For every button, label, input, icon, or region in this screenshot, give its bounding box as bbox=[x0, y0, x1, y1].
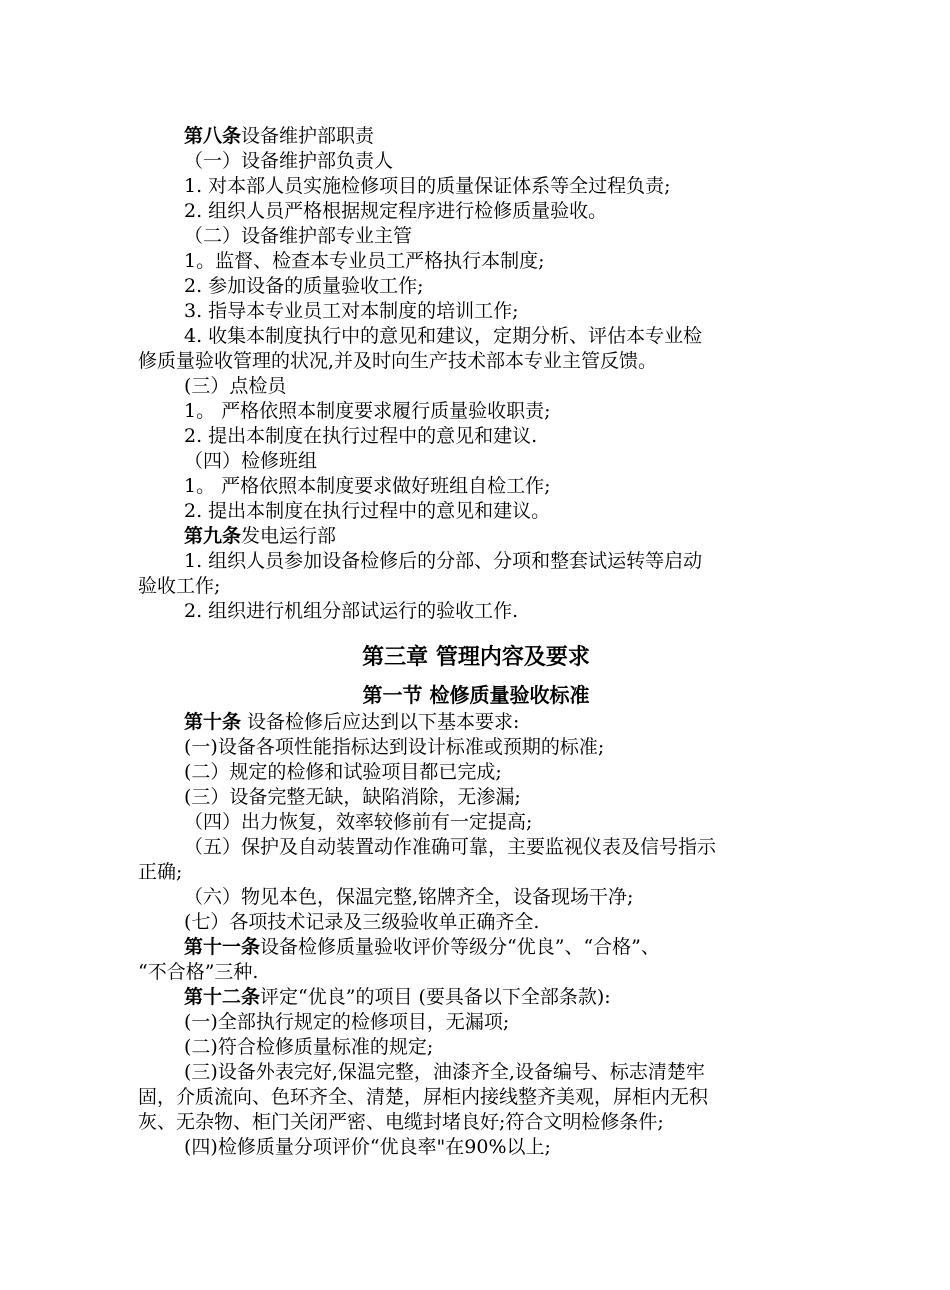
paragraph-line: “不合格”三种. bbox=[138, 961, 259, 983]
paragraph-line: （四）出力恢复，效率较修前有一定提高; bbox=[184, 811, 533, 833]
article-number: 第九条 bbox=[184, 525, 242, 547]
article-9-heading bbox=[184, 523, 814, 549]
paragraph-line: 2. 提出本制度在执行过程中的意见和建议. bbox=[184, 425, 538, 447]
paragraph-line: 1。 严格依照本制度要求做好班组自检工作; bbox=[184, 475, 551, 497]
article-title: 评定“优良”的项目 (要具备以下全部条款): bbox=[260, 986, 611, 1008]
paragraph-line: （四）检修班组 bbox=[184, 450, 318, 472]
paragraph-line: 1。 严格依照本制度要求履行质量验收职责; bbox=[184, 400, 551, 422]
paragraph-line: (三）点检员 bbox=[184, 375, 287, 397]
paragraph-line: (七）各项技术记录及三级验收单正确齐全. bbox=[184, 911, 540, 933]
article-title: 设备维护部职责 bbox=[241, 125, 375, 147]
paragraph-line: (四)检修质量分项评价“优良率"在90%以上; bbox=[184, 1136, 551, 1158]
article-title: 发电运行部 bbox=[241, 525, 337, 547]
article-11-heading bbox=[184, 934, 814, 960]
paragraph-line: 1。监督、检查本专业员工严格执行本制度; bbox=[184, 250, 545, 272]
article-10-heading bbox=[184, 709, 814, 735]
paragraph-line: 固，介质流向、色环齐全、清楚，屏柜内接线整齐美观，屏柜内无积 bbox=[138, 1086, 709, 1108]
paragraph-line: 2. 组织人员严格根据规定程序进行检修质量验收。 bbox=[184, 200, 608, 222]
paragraph-line: 2. 提出本制度在执行过程中的意见和建议。 bbox=[184, 500, 551, 522]
paragraph-line: （二）设备维护部专业主管 bbox=[184, 225, 413, 247]
chapter-heading: 第三章 管理内容及要求 bbox=[362, 644, 590, 670]
article-number: 第十二条 bbox=[184, 986, 261, 1008]
article-8-heading bbox=[184, 123, 814, 149]
paragraph-line: （一）设备维护部负责人 bbox=[184, 150, 394, 172]
article-number: 第八条 bbox=[184, 125, 242, 147]
paragraph-line: (二)符合检修质量标准的规定; bbox=[184, 1036, 434, 1058]
section-heading: 第一节 检修质量验收标准 bbox=[362, 683, 590, 707]
paragraph-line: 验收工作; bbox=[138, 575, 221, 597]
paragraph-line: (二）规定的检修和试验项目都已完成; bbox=[184, 761, 502, 783]
paragraph-line: 灰、无杂物、柜门关闭严密、电缆封堵良好;符合文明检修条件; bbox=[138, 1111, 664, 1133]
paragraph-line: (一)全部执行规定的检修项目，无漏项; bbox=[184, 1011, 510, 1033]
paragraph-line: 1. 对本部人员实施检修项目的质量保证体系等全过程负责; bbox=[184, 175, 671, 197]
paragraph-line: 正确; bbox=[138, 861, 183, 883]
paragraph-line: 修质量验收管理的状况,并及时向生产技术部本专业主管反馈。 bbox=[138, 350, 658, 372]
paragraph-line: 1. 组织人员参加设备检修后的分部、分项和整套试运转等启动 bbox=[184, 550, 703, 572]
article-title: 设备检修质量验收评价等级分“优良”、“合格”、 bbox=[260, 936, 660, 958]
paragraph-line: 2. 参加设备的质量验收工作; bbox=[184, 275, 424, 297]
article-number: 第十条 bbox=[184, 711, 242, 733]
paragraph-line: 2. 组织进行机组分部试运行的验收工作. bbox=[184, 600, 519, 622]
paragraph-line: (一)设备各项性能指标达到设计标准或预期的标准; bbox=[184, 736, 605, 758]
paragraph-line: （六）物见本色，保温完整,铭牌齐全，设备现场干净; bbox=[184, 886, 634, 908]
article-title: 设备检修后应达到以下基本要求: bbox=[241, 711, 520, 733]
paragraph-line: (三）设备完整无缺，缺陷消除，无渗漏; bbox=[184, 786, 521, 808]
paragraph-line: 3. 指导本专业员工对本制度的培训工作; bbox=[184, 300, 519, 322]
paragraph-line: (三)设备外表完好,保温完整，油漆齐全,设备编号、标志清楚牢 bbox=[184, 1061, 705, 1083]
article-number: 第十一条 bbox=[184, 936, 261, 958]
article-12-heading bbox=[184, 984, 814, 1010]
paragraph-line: （五）保护及自动装置动作准确可靠，主要监视仪表及信号指示 bbox=[184, 836, 717, 858]
paragraph-line: 4. 收集本制度执行中的意见和建议，定期分析、评估本专业检 bbox=[184, 325, 703, 347]
